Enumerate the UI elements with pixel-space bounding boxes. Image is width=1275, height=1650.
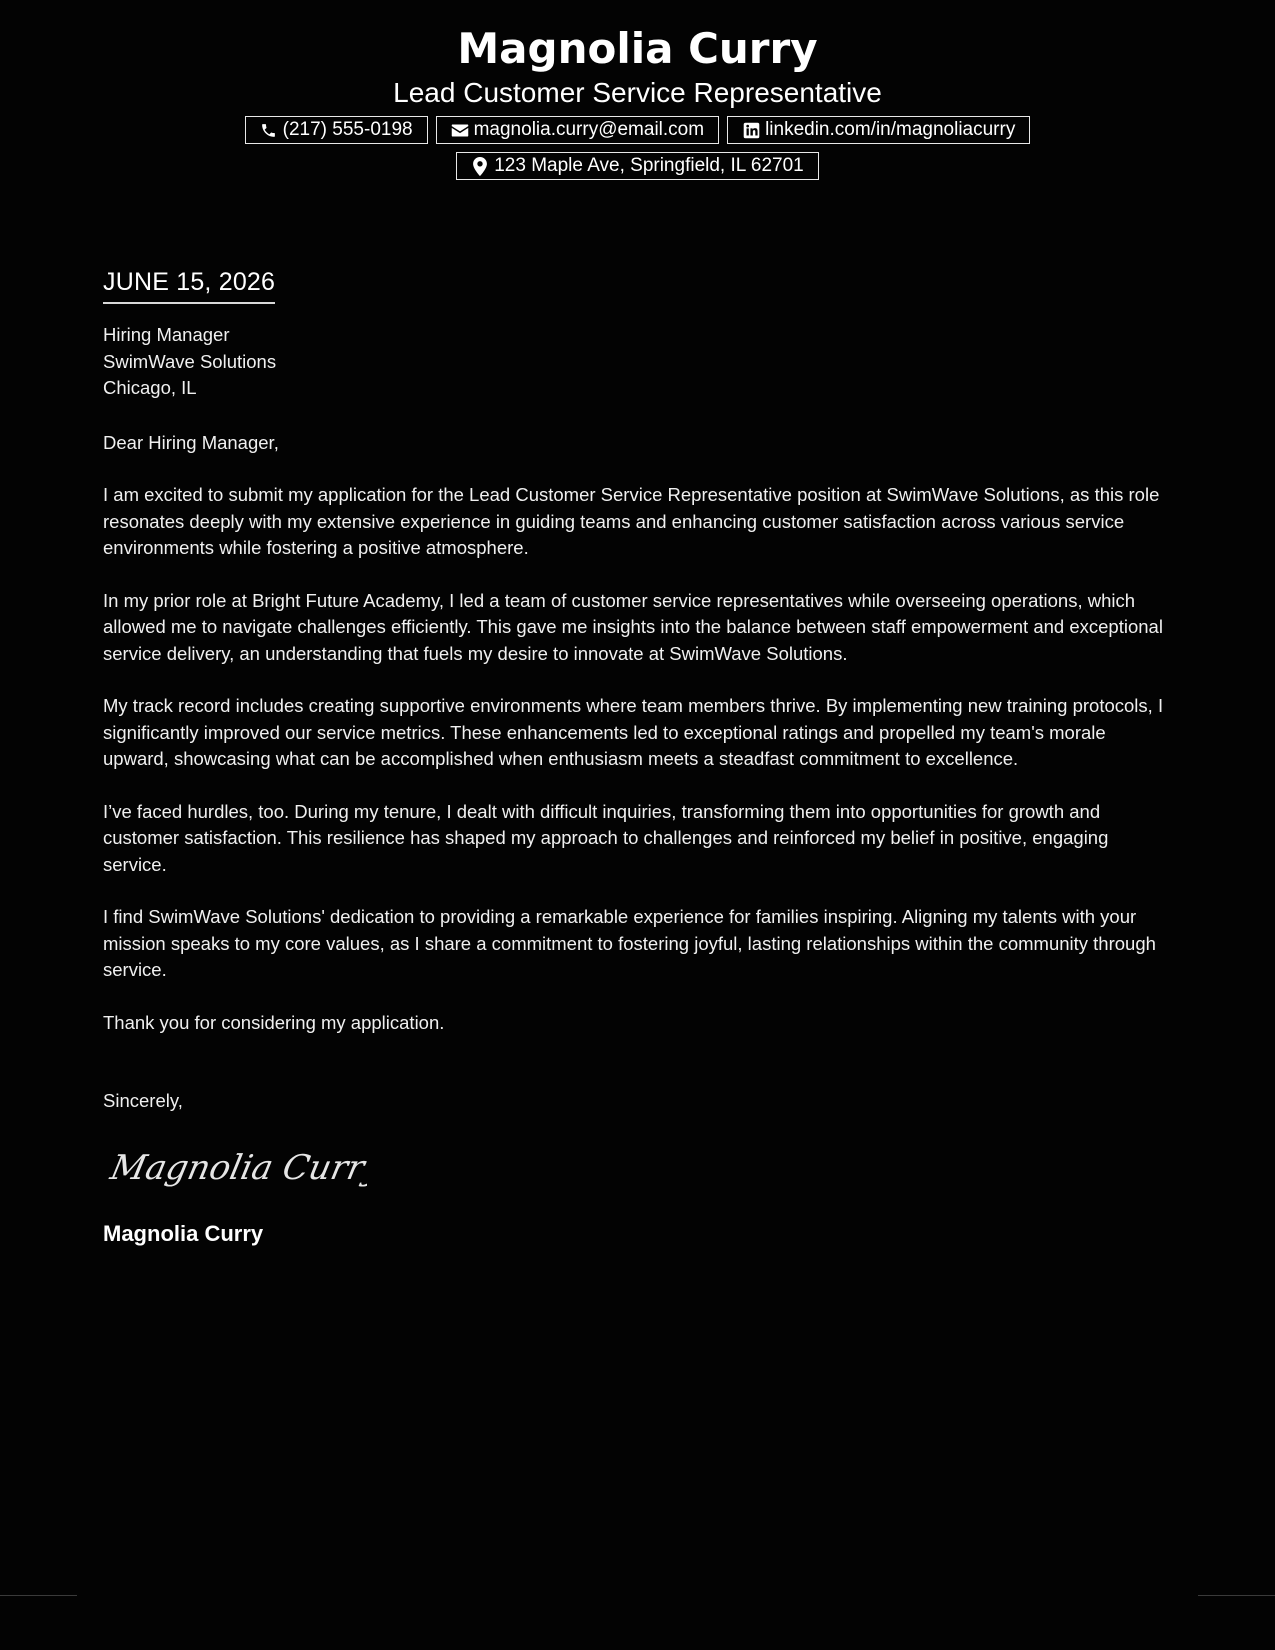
paragraph-alignment: I find SwimWave Solutions' dedication to providing a remarkable experience for families inspiring. Aligning my talents with your mission speaks to my core values, as I share a commitment to fostering joyful, lasting relationships within the community through service. <box>103 906 1156 980</box>
address-text: 123 Maple Ave, Springfield, IL 62701 <box>494 155 804 176</box>
recipient-block <box>103 322 1173 402</box>
svg-text:Magnolia Curry: Magnolia Curry <box>107 1147 367 1188</box>
letter-date: JUNE 15, 2026 <box>103 266 275 304</box>
recipient-title: Hiring Manager <box>103 324 230 345</box>
contact-address <box>456 152 819 180</box>
contact-linkedin[interactable] <box>727 116 1030 144</box>
salutation: Dear Hiring Manager, <box>103 431 279 453</box>
contact-row-address <box>0 152 1275 180</box>
linkedin-text: linkedin.com/in/magnoliacurry <box>765 119 1016 140</box>
footer-rule-left <box>0 1595 77 1596</box>
footer-rule-right <box>1198 1595 1275 1596</box>
applicant-name: Magnolia Curry <box>457 24 818 73</box>
map-pin-icon <box>471 157 489 175</box>
recipient-company: SwimWave Solutions <box>103 350 277 372</box>
phone-icon <box>260 121 278 139</box>
linkedin-icon <box>742 121 760 139</box>
handwritten-signature <box>107 1141 367 1193</box>
recipient-location: Chicago, IL <box>103 377 197 398</box>
contact-row <box>0 116 1275 144</box>
contact-phone[interactable] <box>245 116 428 144</box>
contact-email[interactable] <box>436 116 719 144</box>
letter-body <box>103 266 1173 1247</box>
paragraph-experience: In my prior role at Bright Future Academy, I led a team of customer service representatives while overseeing operations, which allowed me to navigate challenges efficiently. This gave me insights into the balance between staff empowerment and exceptional service delivery, an understanding that fuels my desire to innovate at SwimWave Solutions. <box>103 589 1163 664</box>
paragraph-thanks: Thank you for considering my application. <box>103 1011 445 1033</box>
letter-header <box>0 22 1275 180</box>
envelope-icon <box>451 121 469 139</box>
paragraph-track-record: My track record includes creating supportive environments where team members thrive. By implementing new training protocols, I significantly improved our service metrics. These enhancements led to exceptional ratings and propelled my team's morale upward, showcasing what can be accomplished when enthusiasm meets a steadfast commitment to excellence. <box>103 695 1164 769</box>
paragraph-challenges: I’ve faced hurdles, too. During my tenure, I dealt with difficult inquiries, transforming them into opportunities for growth and customer satisfaction. This resilience has shaped my approach to challenges and reinforced my belief in positive, engaging service. <box>103 800 1109 875</box>
email-text: magnolia.curry@email.com <box>473 119 705 140</box>
applicant-role: Lead Customer Service Representative <box>393 77 882 108</box>
signer-name: Magnolia Curry <box>103 1220 264 1246</box>
paragraph-intro: I am excited to submit my application for the Lead Customer Service Representative position at SwimWave Solutions, as this role resonates deeply with my extensive experience in guiding teams and enhancing customer satisfaction across various service environments while fostering a positive atmosphere. <box>103 484 1160 558</box>
phone-text: (217) 555-0198 <box>282 119 413 140</box>
closing: Sincerely, <box>103 1090 183 1111</box>
